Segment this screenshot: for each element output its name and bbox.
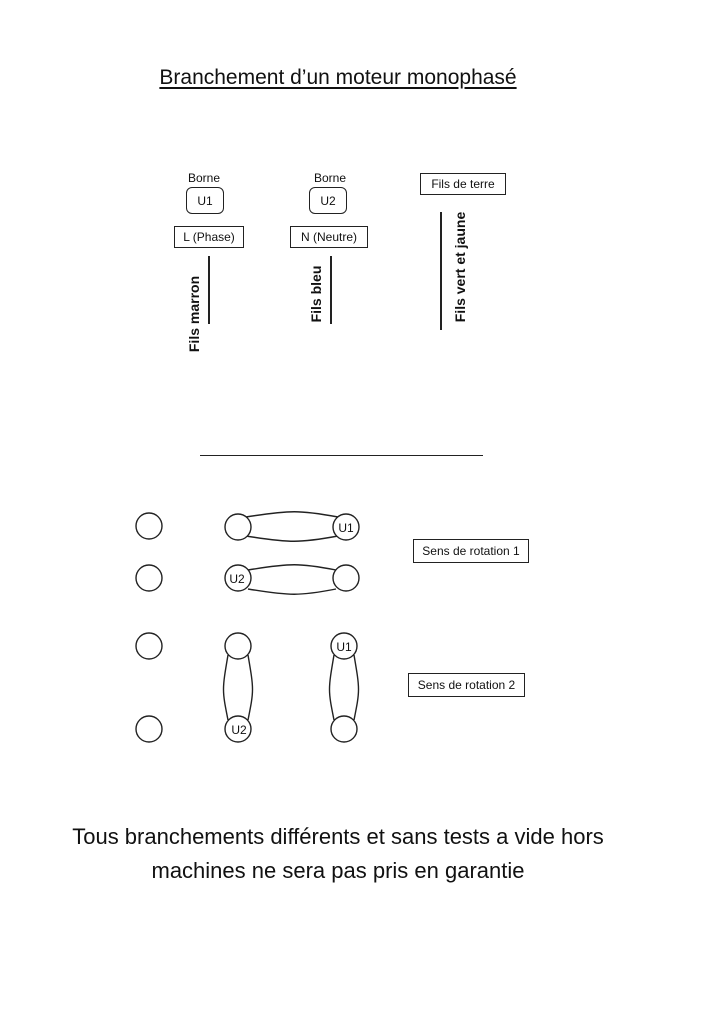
terminal-circle [136, 565, 162, 591]
borne-u2-label: Borne [313, 171, 347, 185]
neutral-label-box: N (Neutre) [290, 226, 368, 248]
terminal-u1-text: U1 [338, 521, 354, 535]
terminal-u1-text: U1 [336, 640, 352, 654]
terminal-u2-text: U2 [229, 572, 245, 586]
rotation-2-label: Sens de rotation 2 [408, 673, 525, 697]
earth-label-box: Fils de terre [420, 173, 506, 195]
phase-label-box: L (Phase) [174, 226, 244, 248]
terminal-u2-box: U2 [309, 187, 347, 214]
bridge-right-vertical [330, 655, 359, 720]
terminal-circle [136, 633, 162, 659]
terminal-circle [225, 633, 251, 659]
borne-u1-label: Borne [187, 171, 221, 185]
terminal-circle [331, 716, 357, 742]
terminal-u2-text: U2 [231, 723, 247, 737]
bridge-top [246, 512, 338, 542]
warranty-notice-line-2: machines ne sera pas pris en garantie [151, 858, 525, 883]
terminal-circle [333, 565, 359, 591]
earth-wire-label: Fils vert et jaune [452, 211, 468, 323]
terminal-u1-box: U1 [186, 187, 224, 214]
bridge-middle [248, 565, 336, 595]
rotation-1-label: Sens de rotation 1 [413, 539, 529, 563]
terminal-circle [136, 513, 162, 539]
terminal-circle [136, 716, 162, 742]
bridge-left-vertical [224, 655, 253, 720]
warranty-notice-line-1: Tous branchements différents et sans tests a vide hors [72, 824, 604, 849]
page-title: Branchement d’un moteur monophasé [159, 66, 517, 89]
terminal-circle [225, 514, 251, 540]
blue-wire-label: Fils bleu [308, 265, 324, 323]
brown-wire-label: Fils marron [186, 275, 202, 353]
